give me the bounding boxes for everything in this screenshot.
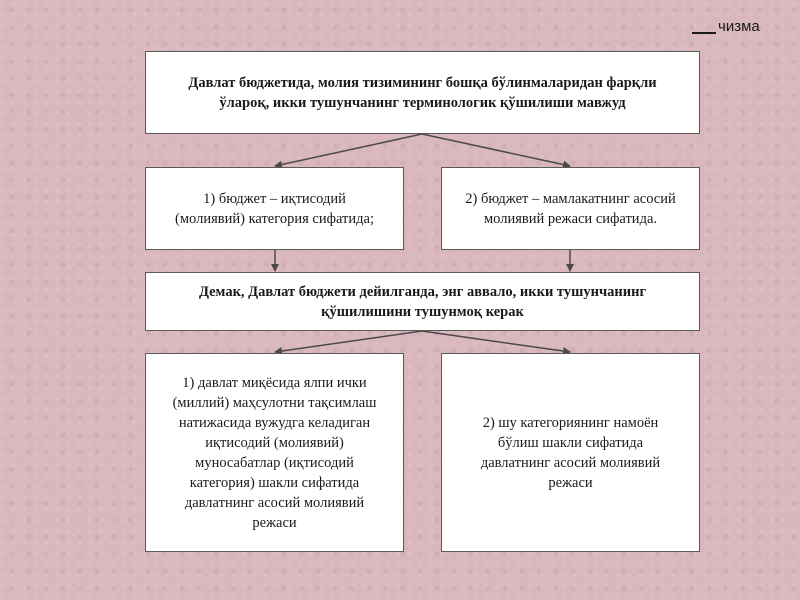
top-box: Давлат бюджетида, молия тизимининг бошқа бўлинмаларидан фарқли ўлароқ, икки тушунчанинг терминологик қўшилиши мавжуд	[145, 51, 700, 134]
arrow-top-to-left	[275, 134, 422, 166]
right-box-category-form: 2) шу категориянинг намоён бўлиш шакли сифатида давлатнинг асосий молиявий режаси	[441, 353, 700, 552]
left-box-economic-relations: 1) давлат миқёсида ялпи ички (миллий) маҳсулотни тақсимлаш натижасида вужудга келадиган иқтисодий (молиявий) муносабатлар (иқтисодий категория) шакли сифатида давлатнинг асосий молиявий режаси	[145, 353, 404, 552]
figure-label-text: чизма	[718, 18, 760, 35]
left-box-budget-economic: 1) бюджет – иқтисодий (молиявий) категория сифатида;	[145, 167, 404, 250]
arrow-middle-to-left	[275, 331, 422, 352]
arrow-middle-to-right	[422, 331, 570, 352]
arrow-top-to-right	[422, 134, 570, 166]
right-box-budget-plan: 2) бюджет – мамлакатнинг асосий молиявий режаси сифатида.	[441, 167, 700, 250]
middle-box-conclusion: Демак, Давлат бюджети дейилганда, энг аввало, икки тушунчанинг қўшилишини тушунмоқ керак	[145, 272, 700, 331]
